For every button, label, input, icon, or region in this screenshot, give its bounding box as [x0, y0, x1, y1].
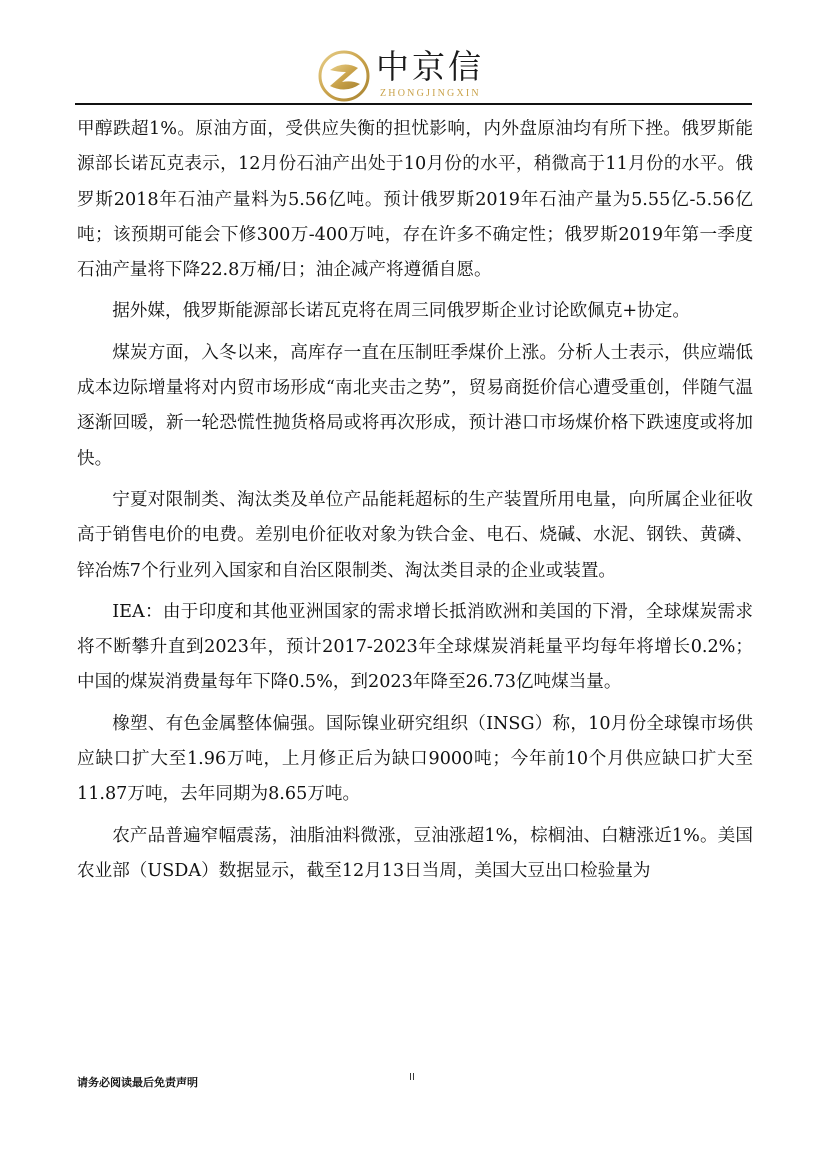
paragraph-opec-meeting: 据外媒，俄罗斯能源部长诺瓦克将在周三同俄罗斯企业讨论欧佩克+协定。	[112, 301, 690, 322]
page-number: II	[409, 1072, 415, 1083]
paragraph-iea-coal: IEA：由于印度和其他亚洲国家的需求增长抵消欧洲和美国的下滑，全球煤炭需求将不断攀升直到2023年，预计2017-2023年全球煤炭消耗量平均每年将增长0.2%；中国的煤炭消费量每年下降0.5%，到2023年降至26.73亿吨煤当量。	[77, 601, 753, 693]
header-divider	[75, 103, 752, 105]
paragraph-crude-oil: 甲醇跌超1%。原油方面，受供应失衡的担忧影响，内外盘原油均有所下挫。俄罗斯能源部长诺瓦克表示，12月份石油产出处于10月份的水平，稍微高于11月份的水平。俄罗斯2018年石油产量料为5.56亿吨。预计俄罗斯2019年石油产量为5.55亿-5.56亿吨；该预期可能会下修300万-400万吨，存在许多不确定性；俄罗斯2019年第一季度石油产量将下降22.8万桶/日；油企减产将遵循自愿。	[77, 119, 753, 281]
brand-name-cn: 中京信	[376, 47, 484, 86]
disclaimer-note: 请务必阅读最后免责声明	[77, 1076, 198, 1089]
brand-name-en: ZHONGJINGXIN	[380, 88, 481, 99]
paragraph-coal-market: 煤炭方面，入冬以来，高库存一直在压制旺季煤价上涨。分析人士表示，供应端低成本边际增量将对内贸市场形成“南北夹击之势”，贸易商挺价信心遭受重创，伴随气温逐渐回暖，新一轮恐慌性抛货格局或将再次形成，预计港口市场煤价格下跌速度或将加快。	[77, 342, 753, 469]
page-header	[0, 40, 827, 106]
brand-logo-icon	[318, 50, 370, 102]
paragraph-ningxia-electricity: 宁夏对限制类、淘汰类及单位产品能耗超标的生产装置所用电量，向所属企业征收高于销售电价的电费。差别电价征收对象为铁合金、电石、烧碱、水泥、钢铁、黄磷、锌冶炼7个行业列入国家和自治区限制类、淘汰类目录的企业或装置。	[77, 489, 753, 581]
paragraph-agriculture: 农产品普遍窄幅震荡，油脂油料微涨，豆油涨超1%，棕榈油、白糖涨近1%。美国农业部（USDA）数据显示，截至12月13日当周，美国大豆出口检验量为	[77, 825, 753, 881]
paragraph-nickel: 橡塑、有色金属整体偏强。国际镍业研究组织（INSG）称，10月份全球镍市场供应缺口扩大至1.96万吨，上月修正后为缺口9000吨；今年前10个月供应缺口扩大至11.87万吨，去年同期为8.65万吨。	[77, 713, 753, 805]
document-body	[77, 112, 753, 895]
